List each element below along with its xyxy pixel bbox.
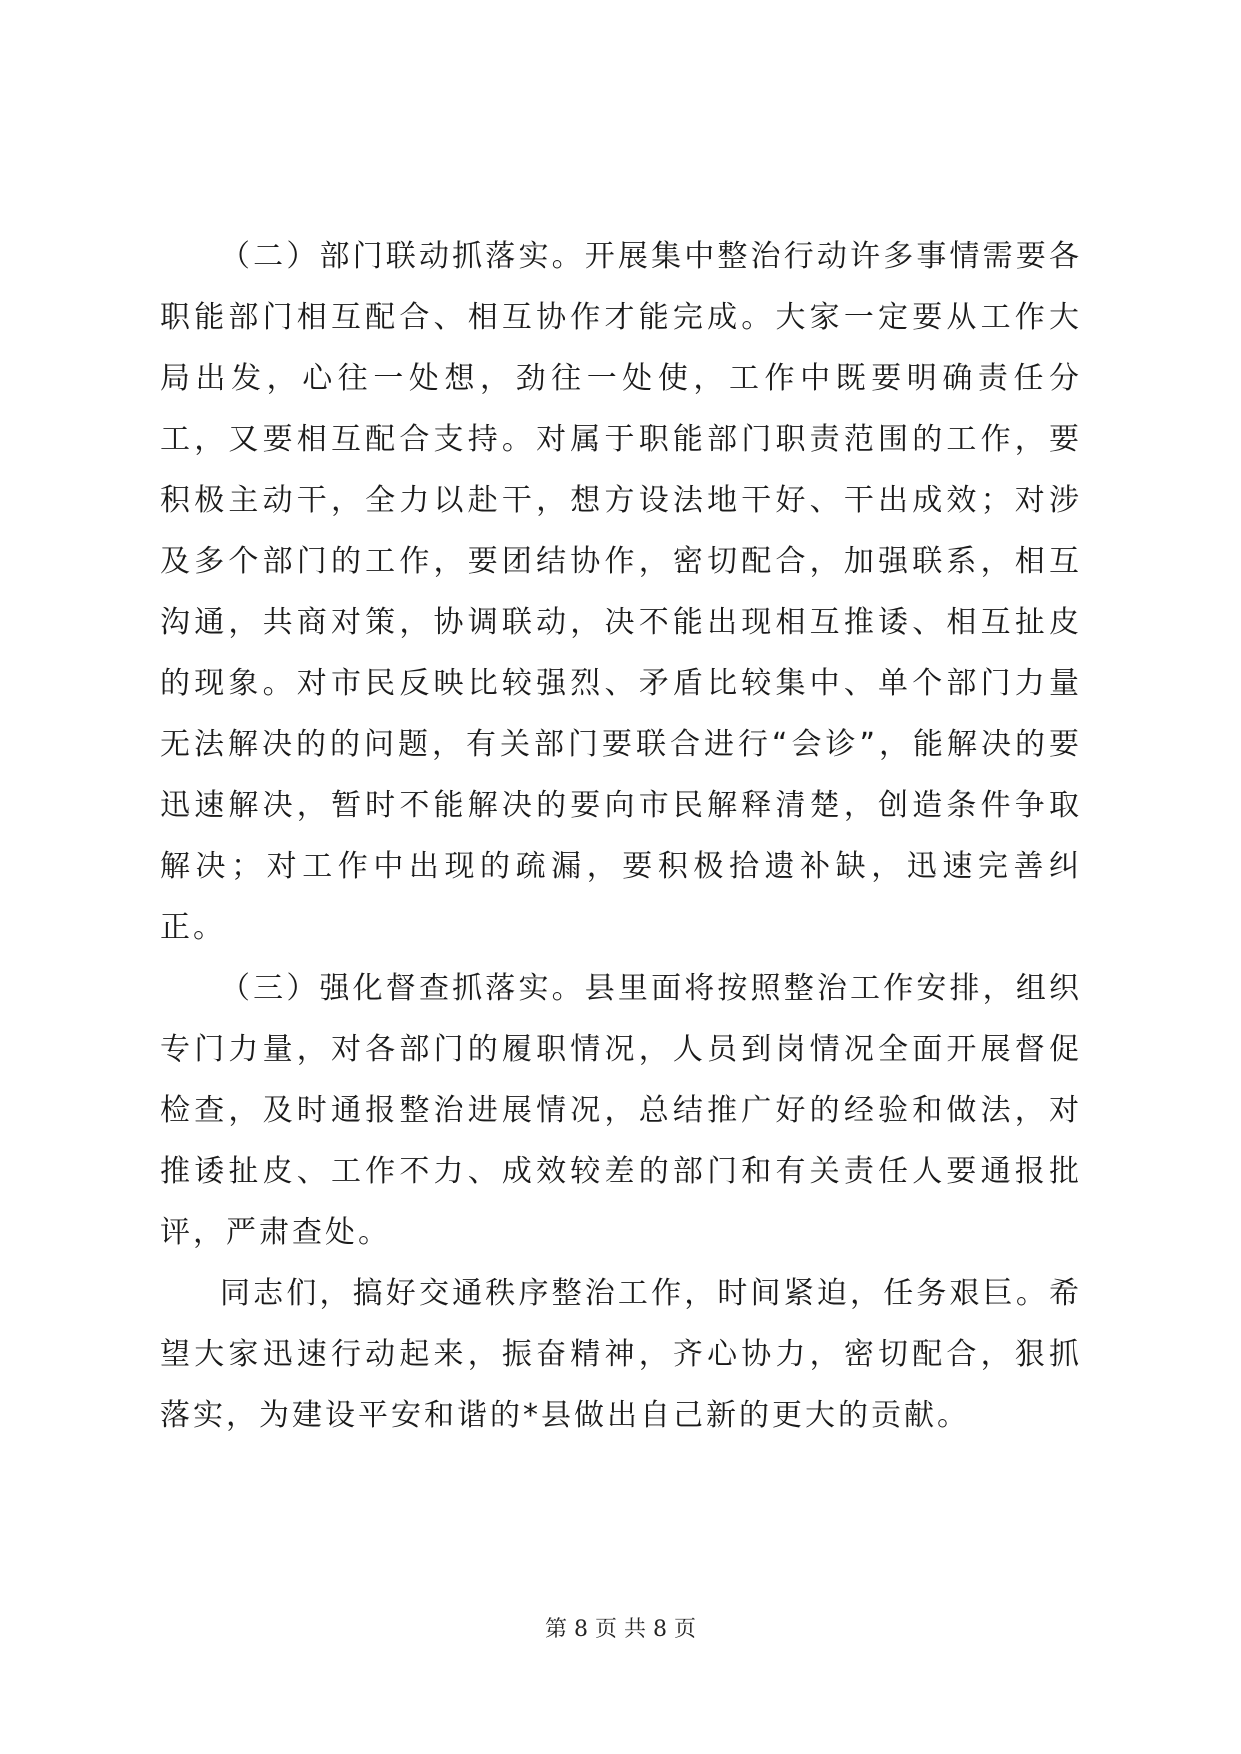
- paragraph-strengthen-supervision: （三）强化督查抓落实。县里面将按照整治工作安排，组织专门力量，对各部门的履职情况，人员到岗情况全面开展督促检查，及时通报整治进展情况，总结推广好的经验和做法，对推诿扯皮、工作不力、成效较差的部门和有关责任人要通报批评，严肃查处。: [160, 971, 1082, 1250]
- paragraph-departments-coordination: （二）部门联动抓落实。开展集中整治行动许多事情需要各职能部门相互配合、相互协作才能完成。大家一定要从工作大局出发，心往一处想，劲往一处使，工作中既要明确责任分工，又要相互配合支持。对属于职能部门职责范围的工作，要积极主动干，全力以赴干，想方设法地干好、干出成效；对涉及多个部门的工作，要团结协作，密切配合，加强联系，相互沟通，共商对策，协调联动，决不能出现相互推诿、相互扯皮的现象。对市民反映比较强烈、矛盾比较集中、单个部门力量无法解决的的问题，有关部门要联合进行“会诊”，能解决的要迅速解决，暂时不能解决的要向市民解释清楚，创造条件争取解决；对工作中出现的疏漏，要积极拾遗补缺，迅速完善纠正。: [160, 239, 1082, 945]
- page-number-footer: 第 8 页 共 8 页: [545, 1617, 696, 1642]
- document-body: [160, 226, 1082, 1446]
- paragraph-closing-remarks: 同志们，搞好交通秩序整治工作，时间紧迫，任务艰巨。希望大家迅速行动起来，振奋精神，齐心协力，密切配合，狠抓落实，为建设平安和谐的*县做出自己新的更大的贡献。: [160, 1276, 1082, 1433]
